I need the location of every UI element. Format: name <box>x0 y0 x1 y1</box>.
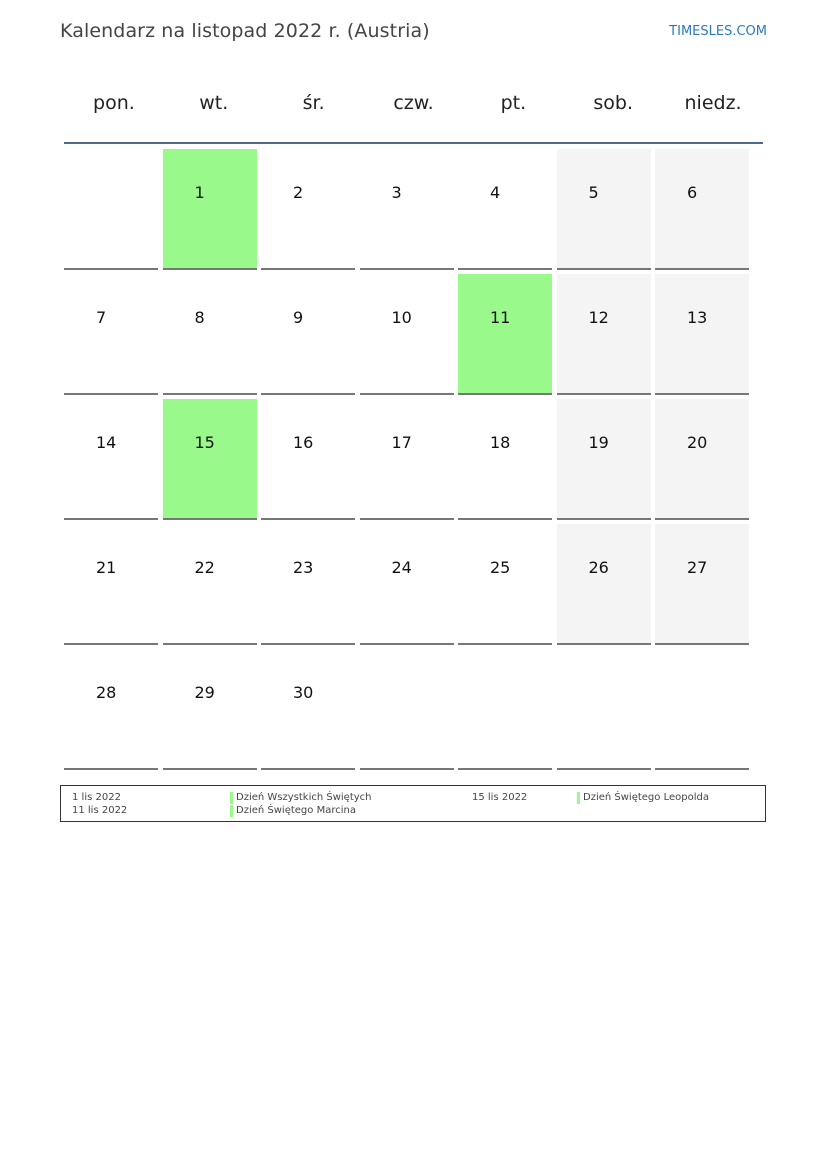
day-cell[interactable] <box>655 524 749 645</box>
day-number: 4 <box>490 183 501 202</box>
day-number: 6 <box>687 183 698 202</box>
day-number: 9 <box>293 308 304 327</box>
day-cell[interactable] <box>261 649 355 770</box>
day-cell[interactable] <box>163 649 257 770</box>
calendar-grid <box>64 149 763 770</box>
day-cell[interactable] <box>163 524 257 645</box>
day-cell[interactable] <box>458 149 552 270</box>
legend-holiday-name: Dzień Świętego Marcina <box>230 805 356 816</box>
legend-holiday-name: Dzień Wszystkich Świętych <box>230 792 372 803</box>
empty-day-cell <box>458 649 552 770</box>
holiday-legend <box>60 785 766 822</box>
day-number: 19 <box>588 433 609 452</box>
day-number: 13 <box>687 308 708 327</box>
legend-date: 1 lis 2022 <box>72 792 121 803</box>
day-cell[interactable] <box>64 649 158 770</box>
weekday-header: pon. <box>93 92 135 114</box>
day-cell[interactable] <box>64 274 158 395</box>
day-cell[interactable] <box>64 524 158 645</box>
day-number: 10 <box>391 308 412 327</box>
day-cell[interactable] <box>64 399 158 520</box>
day-number: 23 <box>293 558 314 577</box>
day-cell[interactable] <box>655 149 749 270</box>
holiday-day-cell[interactable] <box>163 149 257 270</box>
weekday-header: śr. <box>302 92 325 114</box>
day-number: 8 <box>194 308 205 327</box>
day-number: 22 <box>194 558 215 577</box>
empty-day-cell <box>557 649 651 770</box>
day-number: 17 <box>391 433 412 452</box>
day-number: 20 <box>687 433 708 452</box>
holiday-day-cell[interactable] <box>458 274 552 395</box>
weekday-header: wt. <box>199 92 229 114</box>
empty-day-cell <box>360 649 454 770</box>
day-cell[interactable] <box>261 274 355 395</box>
day-cell[interactable] <box>557 399 651 520</box>
day-cell[interactable] <box>557 149 651 270</box>
day-cell[interactable] <box>261 524 355 645</box>
day-number: 12 <box>588 308 609 327</box>
day-cell[interactable] <box>458 399 552 520</box>
brand-link[interactable]: TIMESLES.COM <box>669 24 767 39</box>
day-cell[interactable] <box>458 524 552 645</box>
day-cell[interactable] <box>557 524 651 645</box>
legend-date: 11 lis 2022 <box>72 805 128 816</box>
day-cell[interactable] <box>261 149 355 270</box>
day-number: 1 <box>194 183 205 202</box>
weekday-header-row <box>64 92 763 114</box>
day-cell[interactable] <box>360 274 454 395</box>
weekday-header: czw. <box>393 92 434 114</box>
day-cell[interactable] <box>360 149 454 270</box>
page-title: Kalendarz na listopad 2022 r. (Austria) <box>60 20 430 42</box>
day-number: 2 <box>293 183 304 202</box>
day-number: 25 <box>490 558 511 577</box>
weekday-header: pt. <box>500 92 527 114</box>
day-number: 28 <box>96 683 117 702</box>
weekday-header: niedz. <box>684 92 742 114</box>
day-number: 7 <box>96 308 107 327</box>
holiday-day-cell[interactable] <box>163 399 257 520</box>
day-number: 14 <box>96 433 117 452</box>
header-divider <box>64 142 763 144</box>
day-number: 26 <box>588 558 609 577</box>
day-number: 21 <box>96 558 117 577</box>
empty-day-cell <box>655 649 749 770</box>
day-cell[interactable] <box>360 524 454 645</box>
day-number: 29 <box>194 683 215 702</box>
day-number: 24 <box>391 558 412 577</box>
day-cell[interactable] <box>557 274 651 395</box>
day-number: 18 <box>490 433 511 452</box>
empty-day-cell <box>64 149 158 270</box>
day-cell[interactable] <box>360 399 454 520</box>
day-number: 3 <box>391 183 402 202</box>
day-number: 5 <box>588 183 599 202</box>
day-cell[interactable] <box>655 274 749 395</box>
legend-holiday-name: Dzień Świętego Leopolda <box>577 792 709 803</box>
day-number: 16 <box>293 433 314 452</box>
day-number: 11 <box>490 308 511 327</box>
day-number: 27 <box>687 558 708 577</box>
day-number: 15 <box>194 433 215 452</box>
day-number: 30 <box>293 683 314 702</box>
day-cell[interactable] <box>261 399 355 520</box>
day-cell[interactable] <box>655 399 749 520</box>
day-cell[interactable] <box>163 274 257 395</box>
legend-date: 15 lis 2022 <box>472 792 528 803</box>
weekday-header: sob. <box>593 92 634 114</box>
